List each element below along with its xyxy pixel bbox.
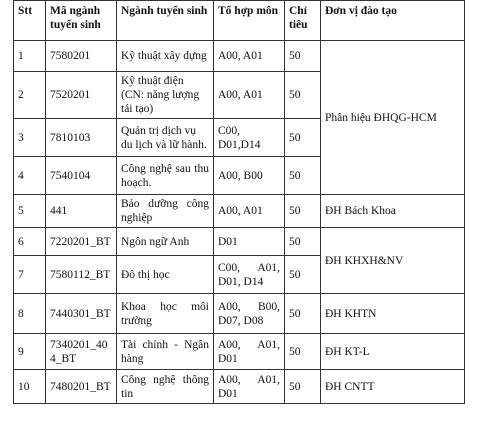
cell-stt: 4 [14,157,46,195]
cell-stt: 5 [14,195,46,228]
table-row [14,41,465,72]
cell-major: Kỹ thuật xây dựng [117,41,214,72]
cell-unit-phan-hieu: Phân hiệu ĐHQG-HCM [321,41,465,195]
cell-unit-cntt: ĐH CNTT [321,370,465,404]
cell-combo: C00, A01, D01, D14 [214,256,285,294]
cell-stt: 6 [14,228,46,256]
header-code: Mã ngành tuyển sinh [46,1,117,41]
cell-code: 7540104 [46,157,117,195]
cell-combo: A00, A01 [214,195,285,228]
cell-code: 441 [46,195,117,228]
cell-combo: A00, A01 [214,41,285,72]
cell-code: 7340201_40 4_BT [46,334,117,370]
cell-quota: 50 [285,72,321,119]
cell-major: Kỹ thuật điện (CN: năng lượng tái tạo) [117,72,214,119]
cell-stt: 9 [14,334,46,370]
cell-combo: C00, D01,D14 [214,119,285,157]
cell-combo: D01 [214,228,285,256]
cell-combo: A00, B00, D07, D08 [214,294,285,334]
cell-code: 7810103 [46,119,117,157]
cell-quota: 50 [285,334,321,370]
cell-unit-bach-khoa: ĐH Bách Khoa [321,195,465,228]
cell-major: Khoa học môi trường [117,294,214,334]
cell-quota: 50 [285,256,321,294]
cell-quota: 50 [285,157,321,195]
cell-stt: 3 [14,119,46,157]
admissions-table [13,0,465,404]
admissions-table-container [13,0,465,404]
cell-major: Tài chính - Ngân hàng [117,334,214,370]
cell-major: Công nghệ thông tin [117,370,214,404]
cell-major: Ngôn ngữ Anh [117,228,214,256]
header-quota: Chỉ tiêu [285,1,321,41]
header-major: Ngành tuyển sinh [117,1,214,41]
cell-code: 7580201 [46,41,117,72]
cell-stt: 8 [14,294,46,334]
cell-combo: A00, A01 [214,72,285,119]
cell-major: Công nghệ sau thu hoạch. [117,157,214,195]
header-combo: Tổ hợp môn [214,1,285,41]
header-unit: Đơn vị đào tạo [321,1,465,41]
cell-quota: 50 [285,228,321,256]
table-row [14,294,465,334]
cell-quota: 50 [285,41,321,72]
cell-stt: 1 [14,41,46,72]
header-row [14,1,465,41]
cell-combo: A00, A01, D01 [214,370,285,404]
cell-unit-khxhnv: ĐH KHXH&NV [321,228,465,294]
cell-major: Quản trị dịch vụ du lịch và lữ hành. [117,119,214,157]
cell-stt: 2 [14,72,46,119]
cell-quota: 50 [285,294,321,334]
cell-major: Bảo dưỡng công nghiệp [117,195,214,228]
cell-code: 7580112_BT [46,256,117,294]
cell-stt: 10 [14,370,46,404]
cell-unit-ktl: ĐH KT-L [321,334,465,370]
cell-code: 7520201 [46,72,117,119]
cell-stt: 7 [14,256,46,294]
table-row [14,195,465,228]
cell-quota: 50 [285,370,321,404]
cell-major: Đô thị học [117,256,214,294]
table-row [14,334,465,370]
cell-unit-khtn: ĐH KHTN [321,294,465,334]
cell-code: 7440301_BT [46,294,117,334]
cell-code: 7220201_BT [46,228,117,256]
cell-combo: A00, B00 [214,157,285,195]
cell-quota: 50 [285,195,321,228]
table-row [14,228,465,256]
header-stt: Stt [14,1,46,41]
cell-code: 7480201_BT [46,370,117,404]
cell-quota: 50 [285,119,321,157]
table-row [14,370,465,404]
cell-combo: A00, A01, D01 [214,334,285,370]
